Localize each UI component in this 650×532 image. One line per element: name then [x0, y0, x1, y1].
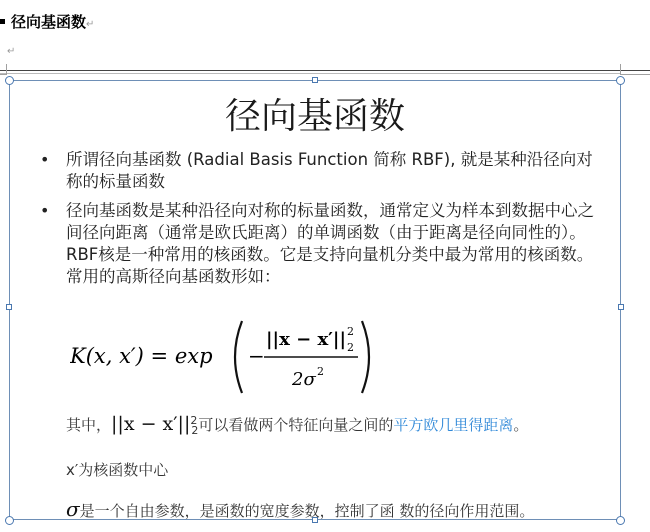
slide-bullet-text: 所谓径向基函数 (Radial Basis Function 简称 RBF), 就是某种沿径向对称的标量函数 [66, 150, 593, 191]
heading-text: 径向基函数 [11, 13, 87, 31]
bullet-dot-icon: • [40, 150, 50, 169]
slide-bullet-1 [36, 149, 606, 193]
formula-right-paren [362, 321, 369, 393]
document-heading [0, 12, 94, 35]
formula-lhs: K(x, x′) = exp [70, 344, 213, 368]
sigma-symbol: σ [66, 497, 80, 519]
caption-prefix: 其中， [66, 416, 112, 434]
formula-norm-sup: 2 [347, 325, 354, 338]
page-rule-secondary [0, 73, 620, 74]
formula-norm-sub: 2 [347, 341, 354, 354]
formula-numerator: ||x − x′|| [266, 329, 347, 350]
formula-denominator-sup: 2 [317, 365, 324, 378]
slide-bullet-2 [36, 200, 606, 288]
caption-kernel-center: x′为核函数中心 [66, 461, 169, 479]
heading-bullet-icon [0, 19, 5, 24]
caption-middle: 可以看做两个特征向量之间的 [198, 416, 394, 434]
formula-left-paren [235, 321, 242, 393]
crop-mark-right [620, 64, 650, 75]
slide-title: 径向基函数 [224, 96, 405, 137]
caption-distance [66, 413, 528, 437]
bullet-dot-icon: • [40, 201, 50, 220]
squared-euclidean-distance-link[interactable]: 平方欧几里得距离 [393, 416, 514, 434]
caption-sigma [66, 497, 534, 519]
caption-norm-sub: 2 [191, 424, 199, 437]
formula-denominator: 2σ [292, 369, 316, 390]
embedded-slide-image [10, 81, 620, 519]
empty-paragraph-mark-icon: ↵ [7, 46, 16, 57]
slide-bullet-text: 径向基函数是某种沿径向对称的标量函数，通常定义为样本到数据中心之间径向距离（通常是欧氏距离）的单调函数（由于距离是径向同性的）。RBF核是一种常用的核函数。它是支持向量机分类中最为常用的核函数。常用的高斯径向基函数形如： [66, 201, 594, 286]
formula-minus: − [248, 344, 265, 368]
slide-bullet-list [36, 149, 606, 295]
caption-norm: ||x − x′|| [111, 413, 191, 435]
crop-mark-left [0, 64, 7, 75]
paragraph-mark-icon: ↵ [86, 19, 95, 30]
caption-sigma-text: 是一个自由参数，是函数的宽度参数，控制了函 数的径向作用范围。 [79, 502, 535, 519]
page-rule [0, 70, 650, 71]
caption-norm-sup: 2 [190, 414, 198, 427]
caption-suffix: 。 [513, 416, 529, 434]
gaussian-rbf-formula [70, 315, 390, 399]
